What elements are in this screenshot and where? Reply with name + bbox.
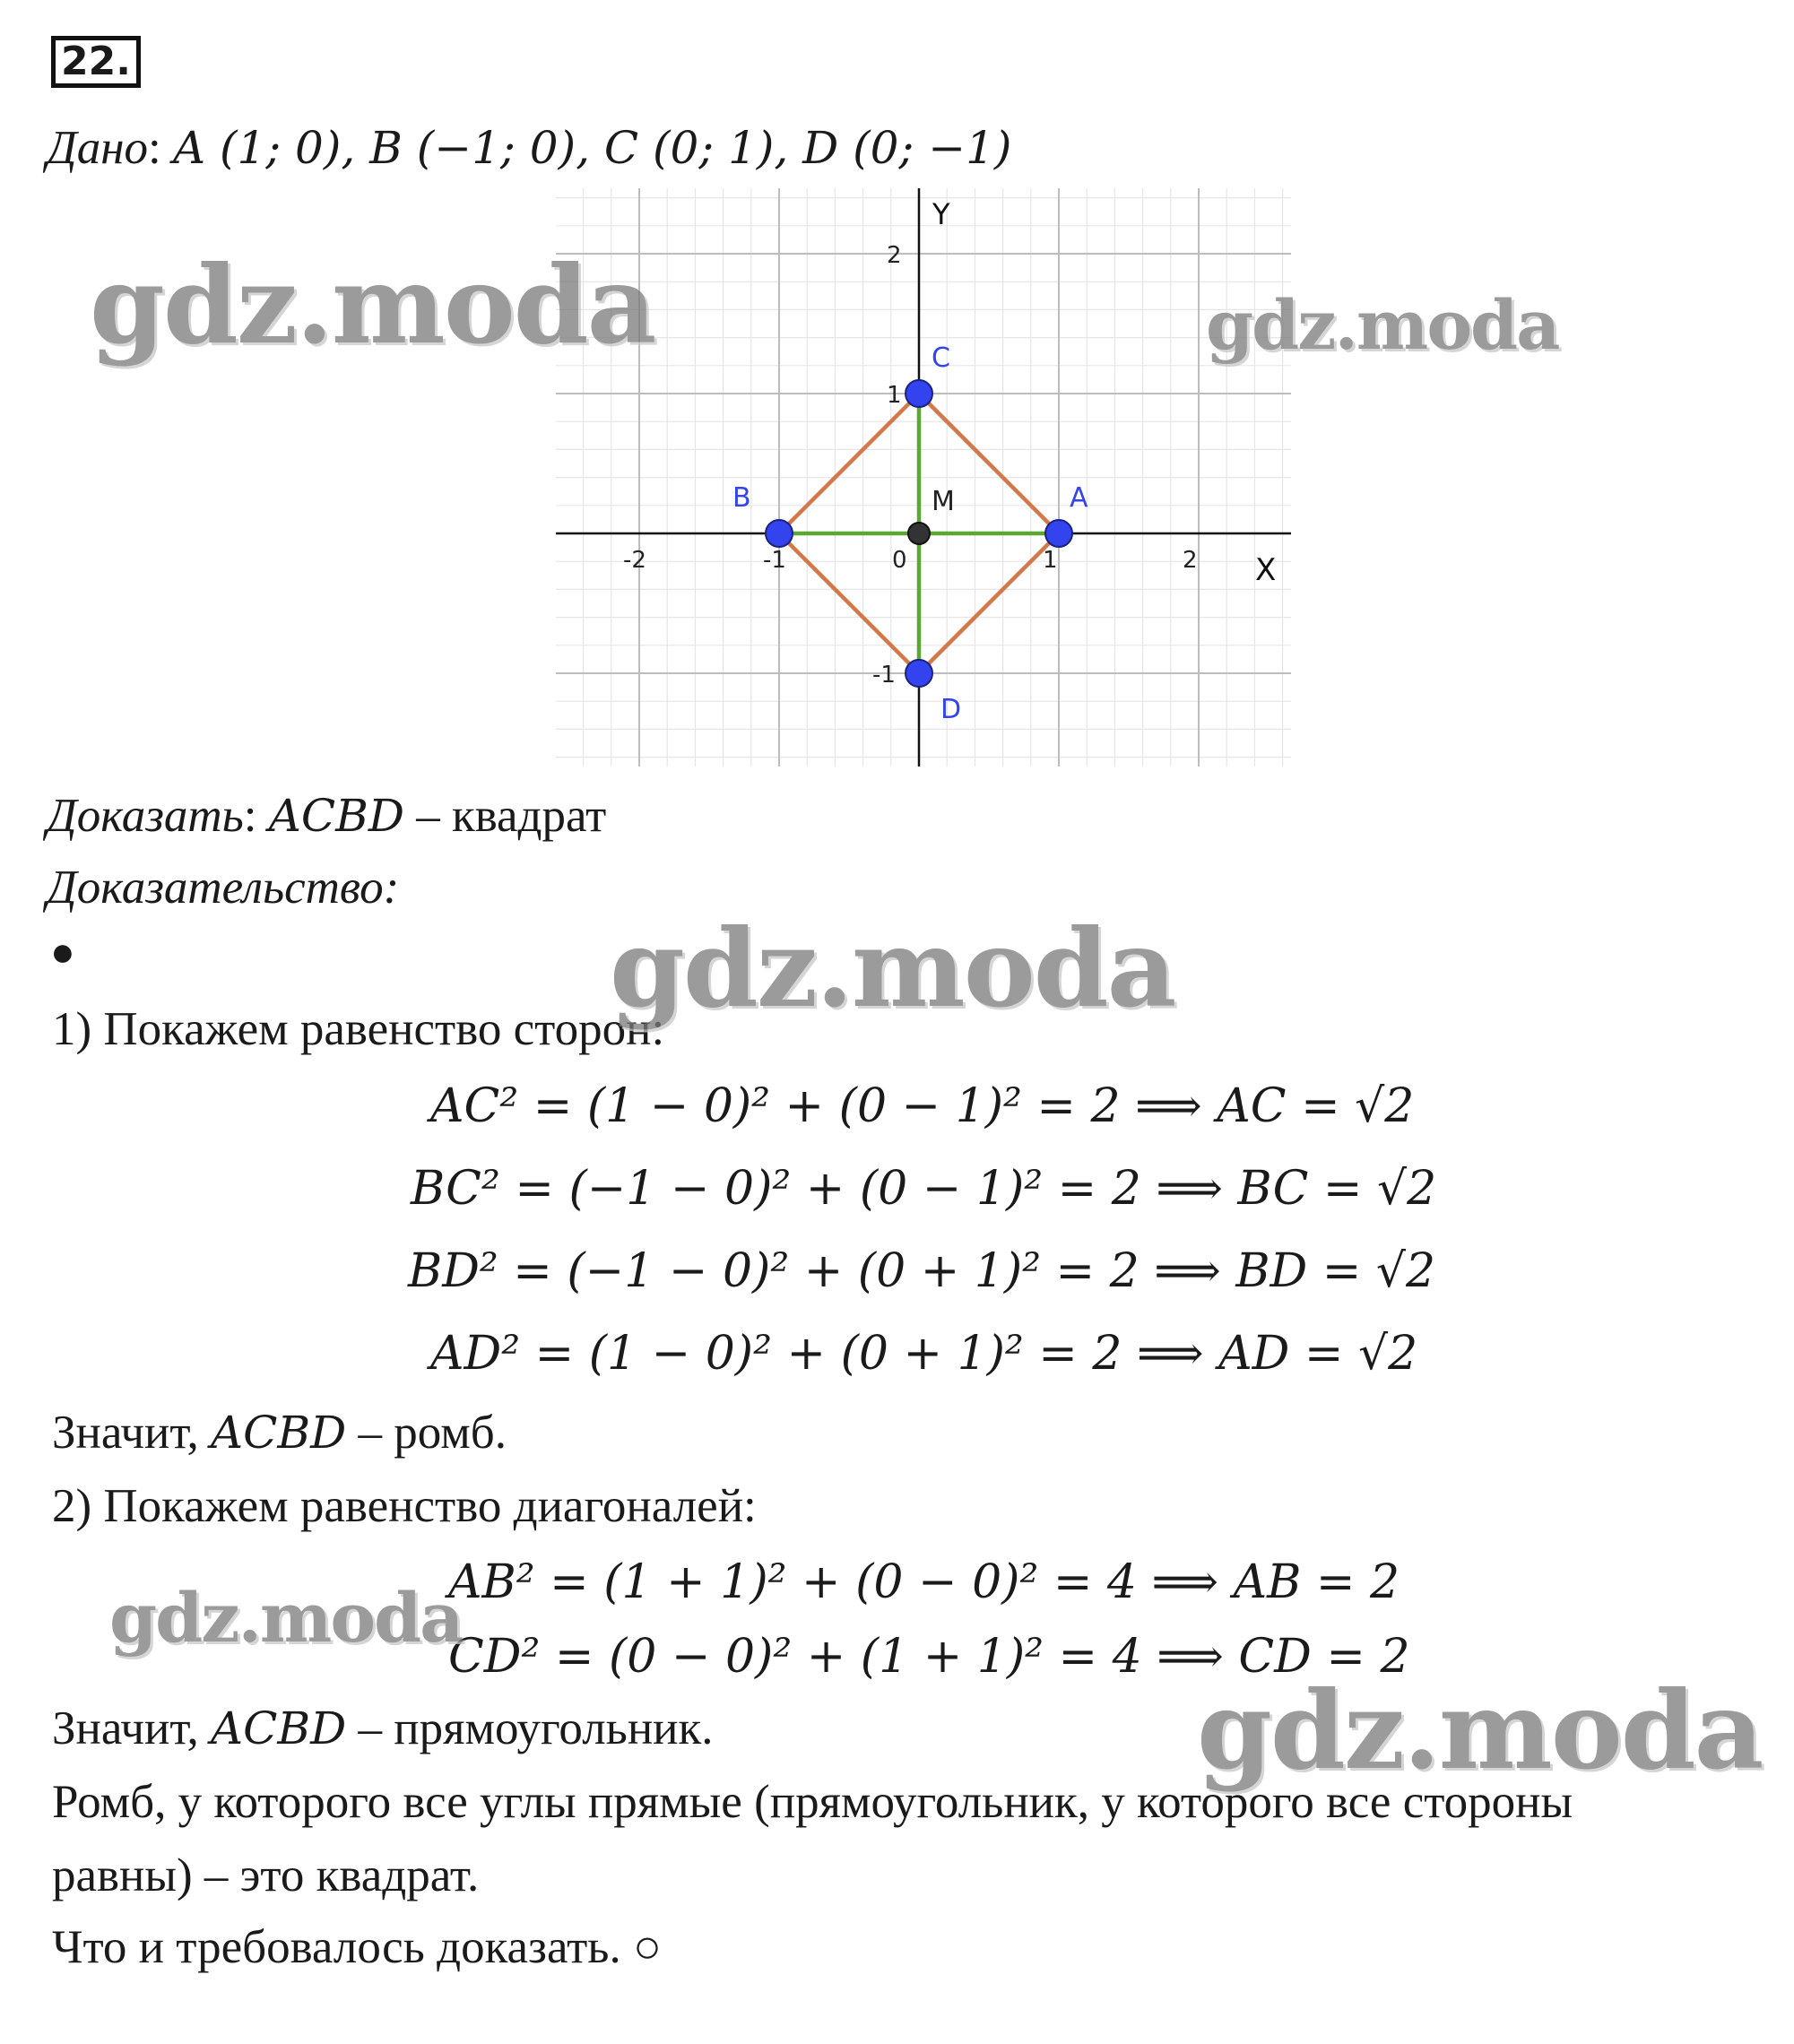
tick-labels [623, 242, 1198, 689]
equation-ac: AC² = (1 − 0)² + (0 − 1)² = 2 ⟹ AC = √2 [430, 1079, 1415, 1133]
point-b [766, 520, 793, 547]
point-d [906, 660, 932, 687]
prove-rest: – квадрат [403, 790, 607, 842]
watermark: gdz.moda [1206, 285, 1559, 365]
problem-number: 22. [51, 36, 141, 88]
equation-bc: BC² = (−1 − 0)² + (0 − 1)² = 2 ⟹ BC = √2 [411, 1162, 1437, 1216]
y-tick-label: 1 [887, 382, 902, 409]
step1-heading: 1) Покажем равенство сторон: [52, 1003, 665, 1055]
point-m [908, 523, 930, 544]
step2-heading: 2) Покажем равенство диагоналей: [52, 1480, 757, 1532]
side-cb [779, 394, 919, 533]
point-c [906, 380, 932, 407]
given-line: Дано: A (1; 0), B (−1; 0), C (0; 1), D (0; −1) [47, 122, 1012, 174]
point-label-a: A [1070, 482, 1088, 514]
equation-bd: BD² = (−1 − 0)² + (0 + 1)² = 2 ⟹ BD = √2 [408, 1244, 1436, 1298]
watermark: gdz.moda [1197, 1667, 1763, 1794]
x-axis-label: X [1255, 552, 1277, 588]
equation-ab: AB² = (1 + 1)² + (0 − 0)² = 4 ⟹ AB = 2 [448, 1555, 1400, 1609]
coordinate-graph [547, 184, 1300, 775]
proof-label: Доказательство: [47, 862, 400, 914]
x-tick-label: 1 [1043, 547, 1058, 574]
step1-conclusion: Значит, ACBD – ромб. [52, 1407, 507, 1459]
final-line-3: Что и требовалось доказать. ○ [52, 1921, 662, 1973]
point-label-d: D [940, 694, 962, 725]
prove-figure: ACBD [268, 790, 404, 842]
x-tick-label: -1 [763, 547, 786, 574]
watermark: gdz.moda [610, 905, 1175, 1032]
point-label-m: M [932, 486, 955, 517]
x-tick-label: 2 [1183, 547, 1198, 574]
point-a [1045, 520, 1072, 547]
y-axis-label: Y [932, 197, 950, 231]
side-da [919, 533, 1059, 673]
final-line-1: Ромб, у которого все углы прямые (прямоугольник, у которого все стороны [52, 1776, 1573, 1828]
x-tick-label: 0 [892, 547, 907, 574]
prove-label: Доказать [47, 790, 244, 842]
watermark: gdz.moda [109, 1578, 463, 1658]
point-label-c: C [932, 342, 950, 374]
equation-ad: AD² = (1 − 0)² + (0 + 1)² = 2 ⟹ AD = √2 [430, 1327, 1418, 1381]
final-line-2: равны) – это квадрат. [52, 1849, 480, 1901]
x-tick-label: -2 [623, 547, 646, 574]
bullet: ● [50, 929, 75, 974]
y-tick-label: -1 [872, 662, 896, 689]
given-points: A (1; 0), B (−1; 0), C (0; 1), D (0; −1) [173, 122, 1012, 174]
y-tick-label: 2 [887, 242, 902, 269]
prove-line: Доказать: ACBD – квадрат [47, 790, 607, 842]
step2-conclusion: Значит, ACBD – прямоугольник. [52, 1702, 714, 1754]
equation-cd: CD² = (0 − 0)² + (1 + 1)² = 4 ⟹ CD = 2 [448, 1630, 1410, 1684]
point-label-b: B [732, 482, 751, 514]
given-label: Дано [47, 122, 149, 174]
watermark: gdz.moda [90, 242, 655, 368]
